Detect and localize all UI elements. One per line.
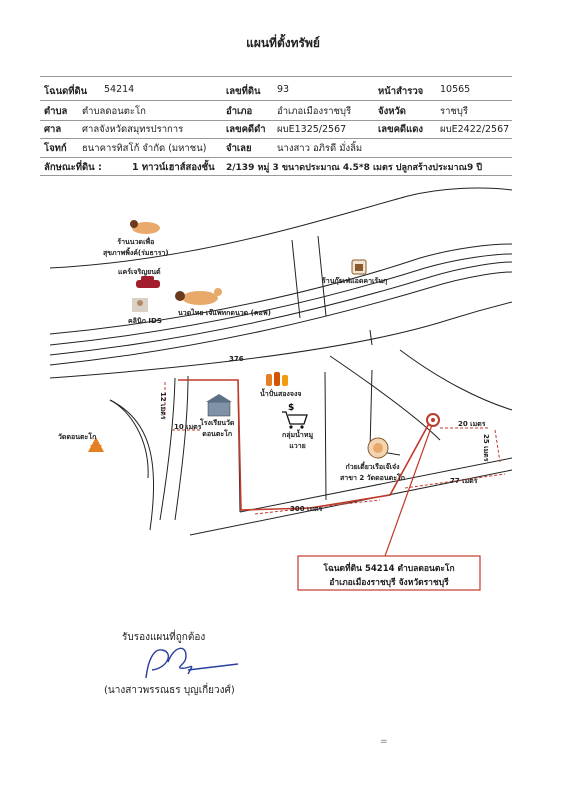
signature-mark xyxy=(128,640,248,685)
water-shop-label: น้ำปั่นสองจงจ xyxy=(260,390,302,398)
defendant-label: จำเลย xyxy=(226,143,252,154)
survey-page-label: หน้าสำรวจ xyxy=(378,86,424,97)
location-pin-icon xyxy=(427,414,439,426)
distance-12m: 12 เมตร xyxy=(159,392,167,420)
province-value: ราชบุรี xyxy=(440,106,469,117)
coffee-cup-icon xyxy=(352,260,366,274)
coffee-shop-label: ร้านกุ๊ยเฟ่แอดคาเร้นกุ xyxy=(322,277,388,285)
clinic-label: คลินิก IDS xyxy=(128,317,162,325)
land-no-label: เลขที่ดิน xyxy=(226,86,261,97)
market-label xyxy=(282,430,313,452)
market-line1: กลุ่มน้ำหมู xyxy=(282,431,314,439)
district-value: อำเภอเมืองราชบุรี xyxy=(277,106,352,117)
deed-value: 54214 xyxy=(104,84,135,95)
red-case-value: ผบE2422/2567 xyxy=(440,124,510,135)
school-line2: ดอนตะโก xyxy=(202,430,233,438)
massage-shop-label xyxy=(103,237,169,259)
distance-10m: 10 เมตร xyxy=(174,423,202,431)
black-case-label: เลขคดีดำ xyxy=(226,124,266,135)
drinks-icon xyxy=(266,372,288,386)
distance-300m: 300 เมตร xyxy=(290,505,323,513)
survey-page-value: 10565 xyxy=(440,84,471,95)
court-value: ศาลจังหวัดสมุทรปราการ xyxy=(82,124,184,135)
massage-shop-line1: ร้านนวดเพื่อ xyxy=(117,238,155,246)
distance-arrow-25m xyxy=(495,430,500,462)
noodle-bowl-icon xyxy=(368,438,388,458)
shopping-cart-icon xyxy=(282,403,307,429)
feature-label: ลักษณะที่ดิน : xyxy=(44,162,102,173)
page-title: แผนที่ตั้งทรัพย์ xyxy=(246,36,320,50)
subdistrict-label: ตำบล xyxy=(44,106,68,117)
svg-text:$: $ xyxy=(288,403,295,413)
temple-label: วัดดอนตะโก xyxy=(58,433,97,441)
school-label xyxy=(200,418,234,440)
plaintiff-value: ธนาคารทิสโก้ จำกัด (มหาชน) xyxy=(82,143,207,154)
plaintiff-label: โจทก์ xyxy=(44,143,67,154)
defendant-value: นางสาว อภิรดี มั่งลิ้ม xyxy=(277,143,363,154)
callout-text xyxy=(300,561,478,589)
province-label: จังหวัด xyxy=(378,106,406,117)
distance-25m: 25 เมตร xyxy=(482,434,490,462)
court-label: ศาล xyxy=(44,124,62,135)
car-care-label: แคร์เจริญยนต์ xyxy=(118,268,161,276)
massage-shop-line2: สุขภาพพิ้งค์(ร่มธารา) xyxy=(103,249,169,257)
callout-line1: โฉนดที่ดิน 54214 ตำบลดอนตะโก xyxy=(323,564,455,574)
feature-detail: 2/139 หมู่ 3 ขนาดประมาณ 4.5*8 เมตร ปลูกสร้างประมาณ9 ปี xyxy=(226,163,483,173)
red-case-label: เลขคดีแดง xyxy=(378,124,424,135)
school-line1: โรงเรียนวัด xyxy=(200,419,235,427)
road-number-label: 376 xyxy=(229,355,244,363)
distance-20m: 20 เมตร xyxy=(458,420,486,428)
thai-massage-icon xyxy=(175,288,222,305)
market-line2: แวาย xyxy=(289,442,306,450)
black-case-value: ผบE1325/2567 xyxy=(277,124,347,135)
land-no-value: 93 xyxy=(277,84,290,95)
subdistrict-value: ตำบลดอนตะโก xyxy=(82,106,146,117)
district-label: อำเภอ xyxy=(226,106,253,117)
noodle-line2: สาขา 2 วัดดอนตะโก xyxy=(340,474,405,482)
noodle-line1: ก๋วยเตี๋ยวเรือเจ๊เจ๋ง xyxy=(345,463,400,471)
clinic-icon xyxy=(132,298,148,312)
massage-shop-icon xyxy=(130,220,160,234)
distance-77m: 77 เมตร xyxy=(450,477,478,485)
deed-label: โฉนดที่ดิน xyxy=(44,86,88,97)
footer-mark: = xyxy=(380,737,388,747)
signer-name: (นางสาวพรรณธร บุญเกี่ยวงศ์) xyxy=(104,685,235,696)
noodle-label xyxy=(340,462,405,484)
feature-type: 1 ทาวน์เฮาส์สองชั้น xyxy=(132,162,215,173)
thai-massage-label: นวดไทย เจ๊แพทกดนวด (คอฟ) xyxy=(178,309,271,317)
certify-text: รับรองแผนที่ถูกต้อง xyxy=(122,632,206,643)
school-icon xyxy=(206,394,232,416)
callout-line2: อำเภอเมืองราชบุรี จังหวัดราชบุรี xyxy=(329,578,449,588)
